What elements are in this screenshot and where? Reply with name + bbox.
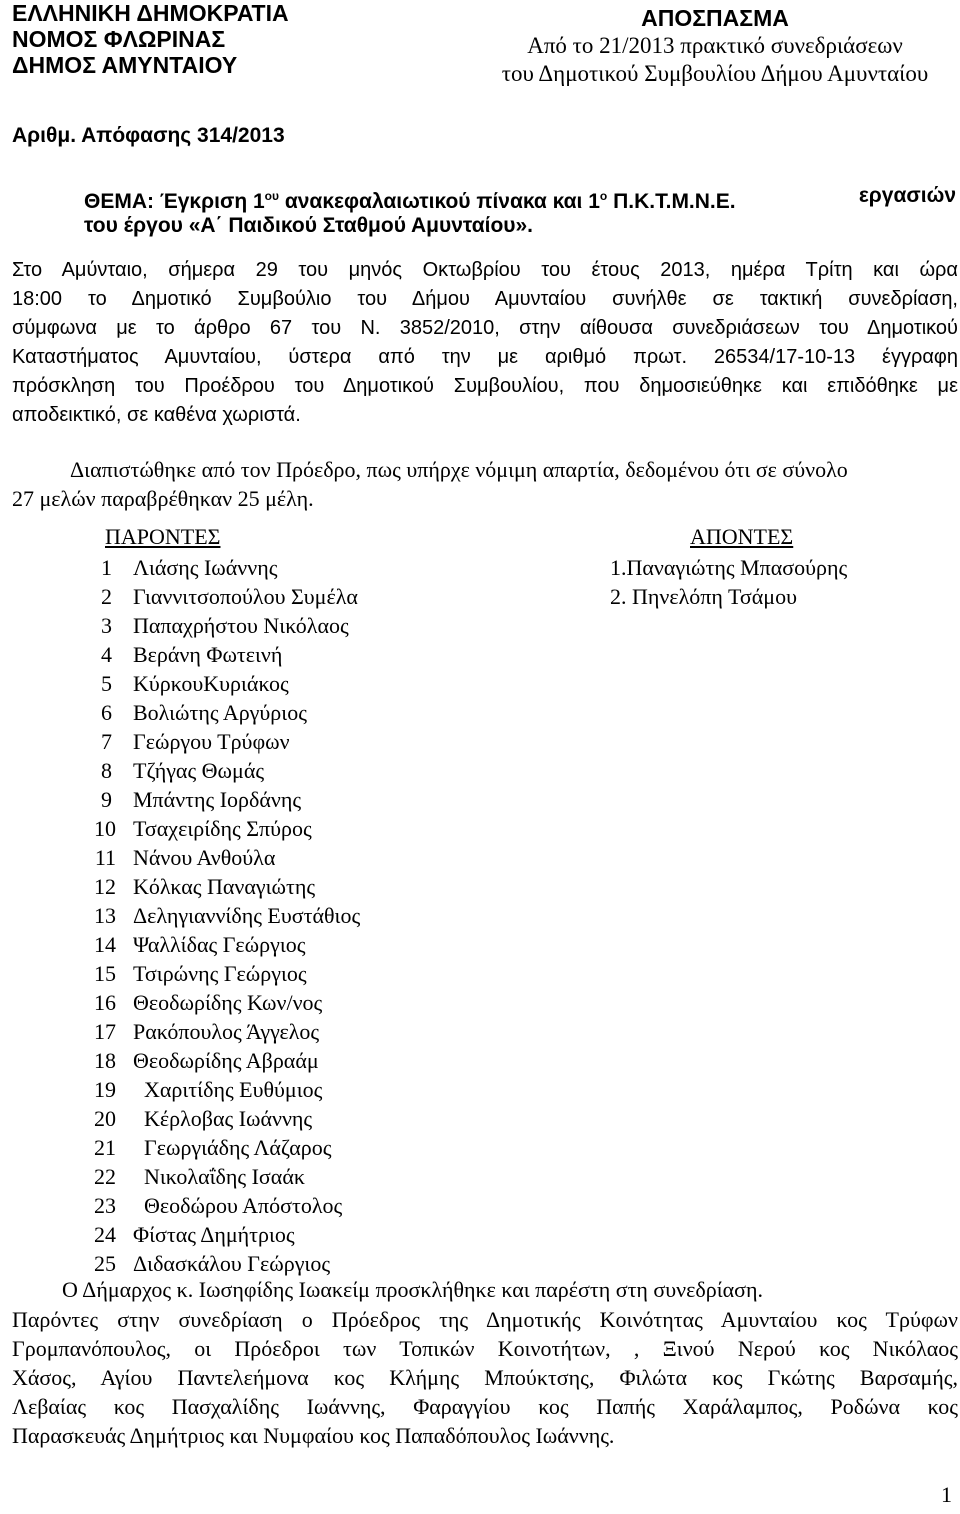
- present-member-row: [0, 1249, 600, 1278]
- member-number: 18: [94, 1048, 116, 1073]
- present-member-row: [0, 640, 600, 669]
- member-number: 21: [94, 1135, 116, 1160]
- present-member-row: [0, 988, 600, 1017]
- member-name: Λιάσης Ιωάννης: [133, 555, 278, 580]
- member-number: 22: [94, 1164, 116, 1189]
- present-member-row: [0, 1191, 600, 1220]
- intro-paragraph: [12, 256, 958, 430]
- extract-source-line-1: Από το 21/2013 πρακτικό συνεδριάσεων: [527, 33, 903, 58]
- subject-sup-2: ο: [599, 189, 608, 203]
- present-member-row: [0, 785, 600, 814]
- present-member-row: [0, 669, 600, 698]
- quorum-line: 27 μελών παραβρέθηκαν 25 μέλη.: [12, 486, 314, 511]
- member-name: Διδασκάλου Γεώργιος: [133, 1251, 331, 1276]
- present-member-row: [0, 1075, 600, 1104]
- issuer-line-1: ΕΛΛΗΝΙΚΗ ΔΗΜΟΚΡΑΤΙΑ: [12, 0, 289, 26]
- member-number: 6: [101, 700, 112, 725]
- member-name: Φίστας Δημήτριος: [133, 1222, 295, 1247]
- present-member-row: [0, 1220, 600, 1249]
- member-name: Θεοδώρου Απόστολος: [133, 1193, 343, 1218]
- closing-line: Παρόντες στην συνεδρίαση ο Πρόεδρος της Δημοτικής Κοινότητας Αμυνταίου κος Τρύφων: [12, 1307, 958, 1332]
- closing-line: Λεβαίας κος Πασχαλίδης Ιωάννης, Φαραγγίου κος Παπής Χαράλαμπος, Ροδώνα κος: [12, 1394, 958, 1419]
- member-name: Θεοδωρίδης Αβραάμ: [133, 1048, 319, 1073]
- present-member-row: [0, 1104, 600, 1133]
- present-member-row: [0, 611, 600, 640]
- subject-text-right: εργασιών: [858, 184, 956, 207]
- member-name: Παπαχρήστου Νικόλαος: [133, 613, 349, 638]
- member-name: Βολιώτης Αργύριος: [133, 700, 307, 725]
- member-number: 2: [101, 584, 112, 609]
- present-member-row: [0, 843, 600, 872]
- extract-source-line-2: του Δημοτικού Συμβουλίου Δήμου Αμυνταίου: [501, 61, 929, 86]
- present-member-row: [0, 582, 600, 611]
- member-number: 4: [101, 642, 112, 667]
- member-number: 15: [94, 961, 116, 986]
- subject-text-a: ΘΕΜΑ: Έγκριση 1: [84, 190, 265, 213]
- member-name: ΚύρκουΚυριάκος: [133, 671, 289, 696]
- absent-members-list: [610, 553, 847, 611]
- member-number: 12: [94, 874, 116, 899]
- issuer-line-2: ΝΟΜΟΣ ΦΛΩΡΙΝΑΣ: [12, 26, 226, 52]
- intro-line: Στο Αμύνταιο, σήμερα 29 του μηνός Οκτωβρίου του έτους 2013, ημέρα Τρίτη και ώρα: [12, 259, 958, 281]
- member-number: 7: [101, 729, 112, 754]
- member-name: Δεληγιαννίδης Ευστάθιος: [133, 903, 361, 928]
- member-number: 14: [94, 932, 116, 957]
- quorum-paragraph: [12, 455, 958, 513]
- member-name: Κόλκας Παναγιώτης: [133, 874, 316, 899]
- member-number: 10: [94, 816, 116, 841]
- member-name: Τσαχειρίδης Σπύρος: [133, 816, 312, 841]
- present-member-row: [0, 756, 600, 785]
- member-number: 20: [94, 1106, 116, 1131]
- member-name: Μπάντης Ιορδάνης: [133, 787, 302, 812]
- member-number: 13: [94, 903, 116, 928]
- intro-line: Καταστήματος Αμυνταίου, ύστερα από την με αριθμό πρωτ. 26534/17-10-13 έγγραφη: [12, 346, 958, 368]
- subject-line-1: [84, 181, 960, 211]
- member-name: Τζήγας Θωμάς: [133, 758, 265, 783]
- closing-line: Χάσος, Αγίου Παντελεήμονα κος Κλήμης Μπούκτσης, Φιλώτα κος Γκώτης Βαρσαμής,: [12, 1365, 958, 1390]
- present-member-row: [0, 930, 600, 959]
- member-name: Νάνου Ανθούλα: [133, 845, 276, 870]
- member-number: 3: [101, 613, 112, 638]
- intro-line: αποδεικτικό, σε καθένα χωριστά.: [12, 404, 301, 426]
- member-number: 19: [94, 1077, 116, 1102]
- page-number: 1: [941, 1482, 952, 1507]
- member-number: 25: [94, 1251, 116, 1276]
- intro-line: 18:00 το Δημοτικό Συμβούλιο του Δήμου Αμυνταίου συνήλθε σε τακτική συνεδρίαση,: [12, 288, 958, 310]
- subject-text-c: Π.Κ.Τ.Μ.Ν.Ε.: [607, 190, 736, 213]
- present-member-row: [0, 1017, 600, 1046]
- mayor-statement: Ο Δήμαρχος κ. Ιωσηφίδης Ιωακείμ προσκλήθηκε και παρέστη στη συνεδρίαση.: [62, 1277, 764, 1302]
- present-member-row: [0, 872, 600, 901]
- absent-member: 2. Πηνελόπη Τσάμου: [610, 584, 797, 609]
- member-name: Χαριτίδης Ευθύμιος: [133, 1077, 323, 1102]
- present-member-row: [0, 698, 600, 727]
- member-name: Γεώργου Τρύφων: [133, 729, 290, 754]
- member-name: Βεράνη Φωτεινή: [133, 642, 283, 667]
- present-member-row: [0, 901, 600, 930]
- absent-member: 1.Παναγιώτης Μπασούρης: [610, 555, 848, 580]
- present-member-row: [0, 553, 600, 582]
- member-number: 11: [94, 845, 116, 870]
- intro-line: σύμφωνα με το άρθρο 67 του Ν. 3852/2010, στην αίθουσα συνεδριάσεων του Δημοτικού: [12, 317, 958, 339]
- absent-heading: ΑΠΟΝΤΕΣ: [690, 524, 794, 549]
- member-name: Γιαννιτσοπούλου Συμέλα: [133, 584, 358, 609]
- member-number: 23: [94, 1193, 116, 1218]
- present-heading: ΠΑΡΟΝΤΕΣ: [105, 524, 221, 549]
- member-number: 1: [101, 555, 112, 580]
- subject-sup-1: ου: [264, 189, 279, 203]
- issuer-header: [12, 0, 289, 78]
- subject-text-b: ανακεφαλαιωτικού πίνακα και 1: [279, 190, 600, 213]
- member-name: Γεωργιάδης Λάζαρος: [133, 1135, 332, 1160]
- closing-paragraph: [12, 1305, 958, 1450]
- subject-line-2: του έργου «Α΄ Παιδικού Σταθμού Αμυνταίου».: [84, 214, 534, 237]
- member-name: Νικολαΐδης Ισαάκ: [133, 1164, 305, 1189]
- present-member-row: [0, 814, 600, 843]
- subject-block: [84, 181, 960, 241]
- member-number: 5: [101, 671, 112, 696]
- present-member-row: [0, 959, 600, 988]
- intro-line: πρόσκληση του Προέδρου του Δημοτικού Συμβουλίου, που δημοσιεύθηκε και επιδόθηκε με: [12, 375, 958, 397]
- closing-line: Παρασκευάς Δημήτριος και Νυμφαίου κος Παπαδόπουλος Ιωάννης.: [12, 1423, 615, 1448]
- member-number: 24: [94, 1222, 116, 1247]
- member-name: Θεοδωρίδης Κων/νος: [133, 990, 323, 1015]
- present-member-row: [0, 727, 600, 756]
- member-number: 8: [101, 758, 112, 783]
- member-name: Ρακόπουλος Άγγελος: [133, 1019, 320, 1044]
- extract-header: [470, 4, 960, 88]
- closing-line: Γρομπανόπουλος, οι Πρόεδροι των Τοπικών Κοινοτήτων, , Ξινού Νερού κος Νικόλαος: [12, 1336, 958, 1361]
- present-member-row: [0, 1162, 600, 1191]
- member-number: 9: [101, 787, 112, 812]
- quorum-line: Διαπιστώθηκε από τον Πρόεδρο, πως υπήρχε νόμιμη απαρτία, δεδομένου ότι σε σύνολο: [70, 457, 848, 482]
- extract-title: ΑΠΟΣΠΑΣΜΑ: [641, 5, 789, 31]
- member-name: Κέρλοβας Ιωάννης: [133, 1106, 313, 1131]
- present-member-row: [0, 1133, 600, 1162]
- decision-number: Αριθμ. Απόφασης 314/2013: [12, 124, 285, 147]
- issuer-line-3: ΔΗΜΟΣ ΑΜΥΝΤΑΙΟΥ: [12, 52, 238, 78]
- member-name: Ψαλλίδας Γεώργιος: [133, 932, 306, 957]
- member-number: 17: [94, 1019, 116, 1044]
- present-member-row: [0, 1046, 600, 1075]
- member-name: Τσιρώνης Γεώργιος: [133, 961, 307, 986]
- member-number: 16: [94, 990, 116, 1015]
